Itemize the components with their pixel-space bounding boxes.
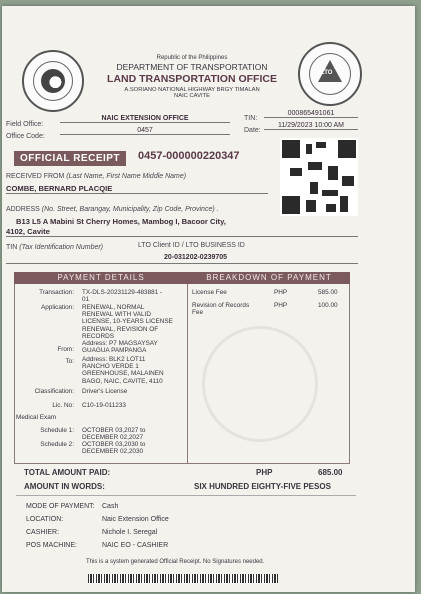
to-line: GREENHOUSE, MALAINEN xyxy=(82,370,164,378)
schedule-1-line: DECEMBER 02,2027 xyxy=(82,434,144,442)
field-office-label: Field Office: xyxy=(6,121,44,128)
official-receipt-title: OFFICIAL RECEIPT xyxy=(14,151,126,166)
office-code-label: Office Code: xyxy=(6,133,45,140)
breakdown-item-name-2: Fee xyxy=(192,309,204,317)
to-line: BAGO, NAIC, CAVITE, 4110 xyxy=(82,377,163,385)
receipt-paper xyxy=(2,6,415,592)
field-office-value: NAIC EXTENSION OFFICE xyxy=(60,115,230,123)
breakdown-item-currency: PHP xyxy=(274,302,288,309)
tin-row-hint: (Tax Identification Number) xyxy=(19,244,104,251)
total-label: TOTAL AMOUNT PAID: xyxy=(24,468,111,477)
lto-seal-text: LTO xyxy=(321,70,333,76)
cashier-label: CASHIER: xyxy=(26,529,60,536)
schedule-1-label: Schedule 1: xyxy=(40,427,74,434)
breakdown-header: BREAKDOWN OF PAYMENT xyxy=(188,272,350,284)
office-address-1: A.SORIANO NATIONAL HIGHWAY BRGY TIMALAN xyxy=(124,87,260,93)
office-code-value: 0457 xyxy=(60,127,230,135)
address-label: ADDRESS xyxy=(6,206,40,213)
republic-text: Republic of the Philippines xyxy=(156,55,228,61)
lto-id-label: LTO Client ID / LTO BUSINESS ID xyxy=(138,242,245,249)
schedule-2-line: DECEMBER 02,2030 xyxy=(82,448,144,456)
tin-row-label: TIN xyxy=(6,244,18,251)
license-number-label: Lic. No: xyxy=(52,402,74,409)
breakdown-item-currency: PHP xyxy=(274,289,288,296)
date-label: Date: xyxy=(244,127,261,134)
address-line-1: B13 L5 A Mabini St Cherry Homes, Mambog I, Bacoor City, xyxy=(16,217,226,226)
office-address-2: NAIC CAVITE xyxy=(174,93,210,99)
from-line: GUAGUA PAMPANGA xyxy=(82,347,147,355)
total-currency: PHP xyxy=(256,468,273,477)
office-title: LAND TRANSPORTATION OFFICE xyxy=(107,73,277,85)
barcode-icon xyxy=(88,574,278,583)
lto-seal-icon xyxy=(298,42,362,106)
breakdown-item-name: Revision of Records xyxy=(192,302,250,309)
schedule-1-line: OCTOBER 03,2027 to xyxy=(82,427,146,434)
transaction-label: Transaction: xyxy=(39,289,74,296)
pos-machine-label: POS MACHINE: xyxy=(26,542,77,549)
application-line: RENEWAL, REVISION OF xyxy=(82,325,159,333)
mode-of-payment-label: MODE OF PAYMENT: xyxy=(26,503,95,510)
application-line: LICENSE, 10-YEARS LICENSE xyxy=(82,318,173,326)
application-line: RECORDS xyxy=(82,332,114,340)
received-from-label: RECEIVED FROM xyxy=(6,173,65,180)
classification-label: Classification: xyxy=(34,388,74,395)
medical-exam-label: Medical Exam xyxy=(16,414,57,421)
address-hint: (No. Street, Barangay, Municipality, Zip Code, Province) . xyxy=(41,206,219,213)
receipt-number: 0457-000000220347 xyxy=(138,150,240,162)
amount-words-value: SIX HUNDRED EIGHTY-FIVE PESOS xyxy=(194,482,331,491)
application-line: RENEWAL WITH VALID xyxy=(82,311,152,319)
classification-value: Driver's License xyxy=(82,388,128,395)
tin-value: 000865491061 xyxy=(264,110,358,118)
payment-details-header: PAYMENT DETAILS xyxy=(14,272,188,284)
disclaimer: This is a system generated Official Receipt. No Signatures needed. xyxy=(86,559,265,565)
location-label: LOCATION: xyxy=(26,516,64,523)
dotr-seal-icon xyxy=(22,50,84,112)
department-text: DEPARTMENT OF TRANSPORTATION xyxy=(116,62,268,72)
location-value: Naic Extension Office xyxy=(102,516,169,523)
watermark-seal-icon xyxy=(202,326,318,442)
application-label: Application: xyxy=(40,304,74,311)
received-from-value: COMBE, BERNARD PLACQIE xyxy=(6,184,268,194)
total-amount: 685.00 xyxy=(318,468,343,477)
mode-of-payment-value: Cash xyxy=(102,503,119,510)
lto-id-value: 20-031202-0239705 xyxy=(164,254,228,261)
amount-words-label: AMOUNT IN WORDS: xyxy=(24,482,105,491)
from-label: From: xyxy=(57,346,74,353)
application-line: RENEWAL, NORMAL xyxy=(82,304,145,311)
address-line-2: 4102, Cavite xyxy=(6,227,358,237)
date-value: 11/29/2023 10:00 AM xyxy=(264,122,358,130)
pos-machine-value: NAIC EO - CASHIER xyxy=(102,542,169,549)
breakdown-item-amount: 100.00 xyxy=(318,302,338,309)
to-label: To: xyxy=(65,358,74,365)
schedule-2-label: Schedule 2: xyxy=(40,441,74,448)
breakdown-item-name: License Fee xyxy=(192,289,227,296)
tin-underline xyxy=(6,263,358,264)
cashier-value: Nichole I. Seregal xyxy=(102,529,158,536)
totals-divider xyxy=(16,495,356,496)
table-divider xyxy=(187,284,188,464)
received-from-hint: (Last Name, First Name Middle Name) xyxy=(66,173,187,180)
transaction-line: TX-DLS-20231129-483881 - xyxy=(82,289,163,296)
license-number-value: C10-19-011233 xyxy=(82,402,126,409)
qr-code-icon xyxy=(280,138,358,216)
tin-label: TIN: xyxy=(244,115,258,122)
transaction-line: 01 xyxy=(82,296,90,304)
to-line: RANCHO VERDE 1 xyxy=(82,363,139,371)
from-line: Address: P7 MAGSAYSAY xyxy=(82,340,158,347)
breakdown-item-amount: 585.00 xyxy=(318,289,338,296)
schedule-2-line: OCTOBER 03,2030 to xyxy=(82,441,146,448)
to-line: Address: BLK2 LOT11 xyxy=(82,356,146,363)
